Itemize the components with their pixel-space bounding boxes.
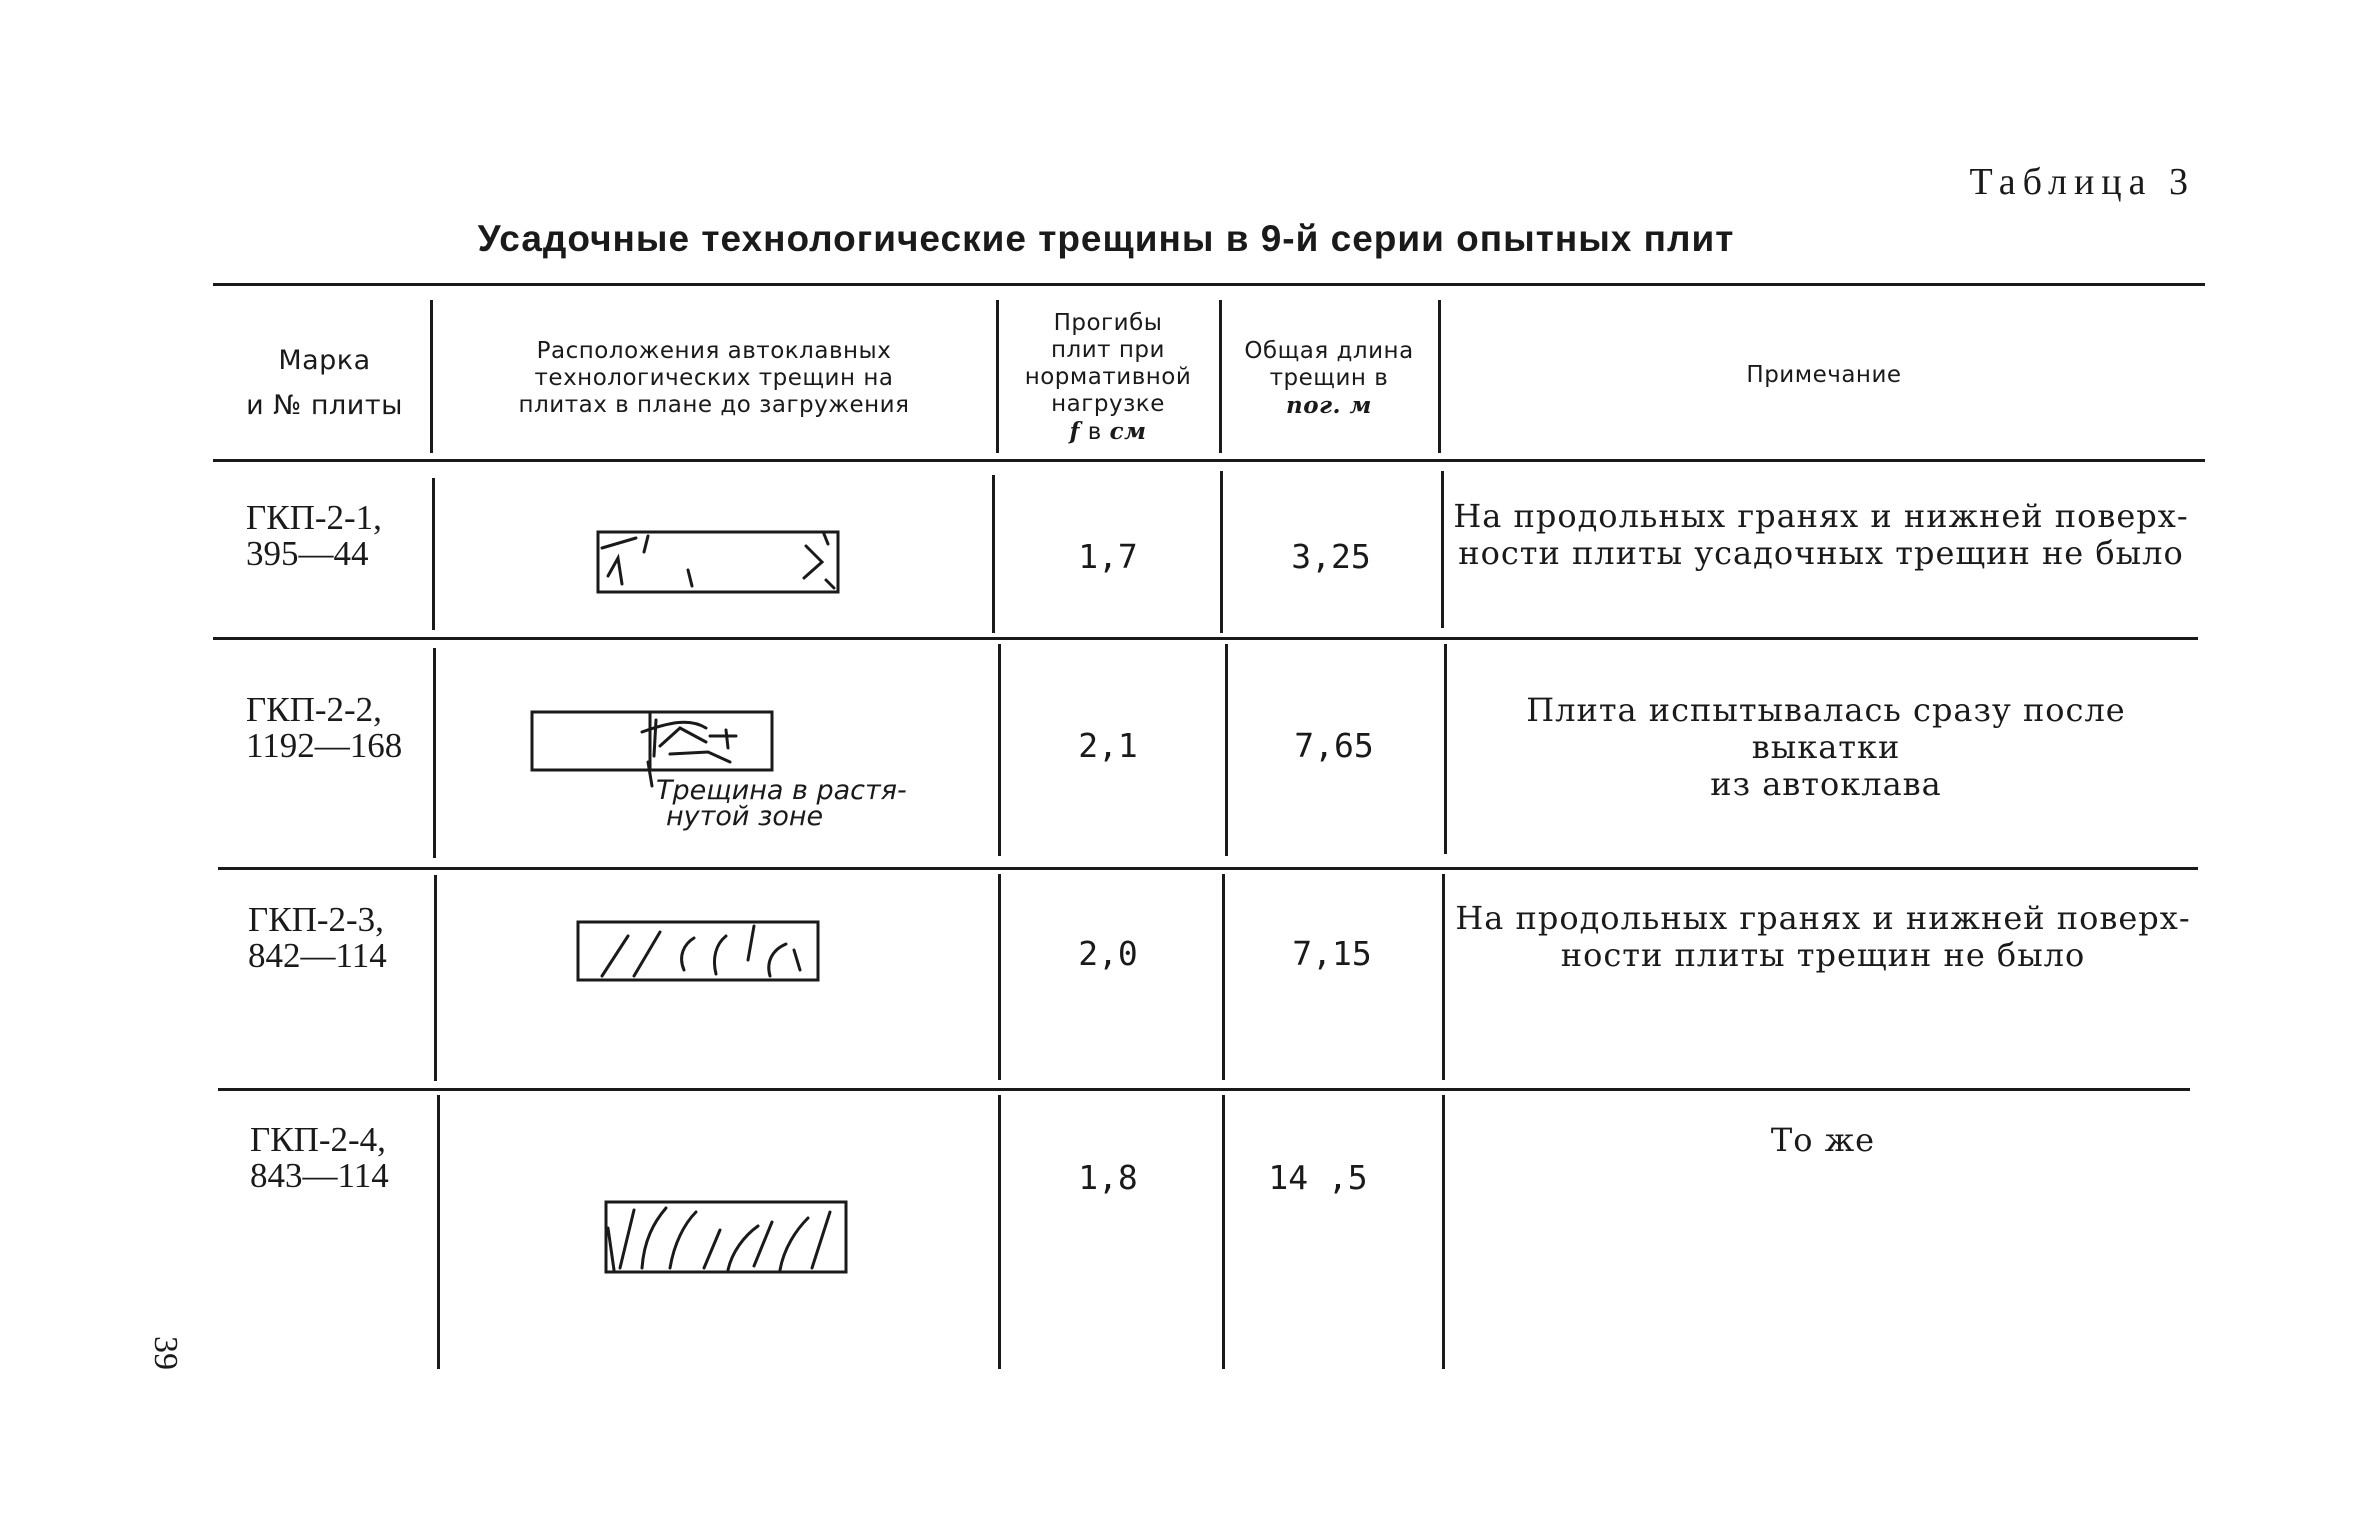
row-divider (433, 648, 436, 858)
note-4: То же (1770, 1121, 1876, 1159)
plate-mark-1: ГКП-2-1, 395—44 (246, 498, 382, 573)
header-divider-4 (1438, 300, 1441, 453)
deflection-value-2: 2,1 (1078, 726, 1138, 765)
header-total-length: Общая длина трещин в пог. м (1244, 338, 1414, 419)
row-1-bottom-rule (213, 637, 2198, 640)
crack-length-value-2: 7,65 (1294, 726, 1374, 765)
row-divider (1441, 471, 1444, 628)
note-2: Плита испытывалась сразу после выкатки из автоклава (1526, 691, 2126, 803)
row-2-bottom-rule (218, 867, 2198, 870)
row-divider (998, 1095, 1001, 1369)
header-bottom-rule (213, 459, 2205, 462)
crack-sketch-1 (596, 530, 840, 594)
row-divider (432, 478, 435, 630)
header-divider-2 (996, 300, 999, 453)
note-3: На продольных гранях и нижней поверх- ности плиты трещин не было (1455, 899, 2191, 974)
crack-annotation-2: Трещина в растя- нутой зоне (656, 775, 907, 832)
header-divider-1 (430, 300, 433, 453)
plate-mark-3: ГКП-2-3, 842—114 (248, 900, 387, 975)
header-note: Примечание (1746, 362, 1902, 388)
table-number-label: Таблица 3 (1969, 161, 2195, 203)
row-divider (1222, 874, 1225, 1080)
deflection-value-4: 1,8 (1078, 1158, 1138, 1197)
row-divider (992, 475, 995, 633)
row-divider (437, 1095, 440, 1369)
plate-mark-4: ГКП-2-4, 843—114 (250, 1120, 389, 1195)
row-divider (1222, 1095, 1225, 1369)
crack-length-value-4: 14 ,5 (1268, 1158, 1368, 1197)
header-crack-location: Расположения автоклавных технологических трещин на плитах в плане до загружения (518, 338, 910, 418)
crack-sketch-4 (604, 1200, 848, 1274)
crack-length-value-1: 3,25 (1291, 537, 1371, 576)
page-number: 39 (147, 1336, 184, 1370)
row-divider (1442, 874, 1445, 1080)
top-rule (213, 283, 2205, 286)
table-title: Усадочные технологические трещины в 9-й серии опытных плит (477, 218, 1735, 259)
header-deflection: Прогибы плит при нормативной нагрузке f в см (1024, 310, 1192, 445)
plate-mark-2: ГКП-2-2, 1192—168 (246, 690, 403, 765)
note-1: На продольных гранях и нижней поверх- ности плиты усадочных трещин не было (1453, 497, 2189, 572)
row-divider (434, 875, 437, 1081)
deflection-value-3: 2,0 (1078, 934, 1138, 973)
header-mark: Марка и № плиты (246, 345, 403, 421)
crack-length-value-3: 7,15 (1292, 934, 1372, 973)
row-divider (998, 874, 1001, 1080)
deflection-value-1: 1,7 (1078, 537, 1138, 576)
crack-sketch-3 (576, 920, 820, 982)
row-divider (1444, 644, 1447, 854)
row-divider (1442, 1095, 1445, 1369)
row-3-bottom-rule (218, 1088, 2190, 1091)
